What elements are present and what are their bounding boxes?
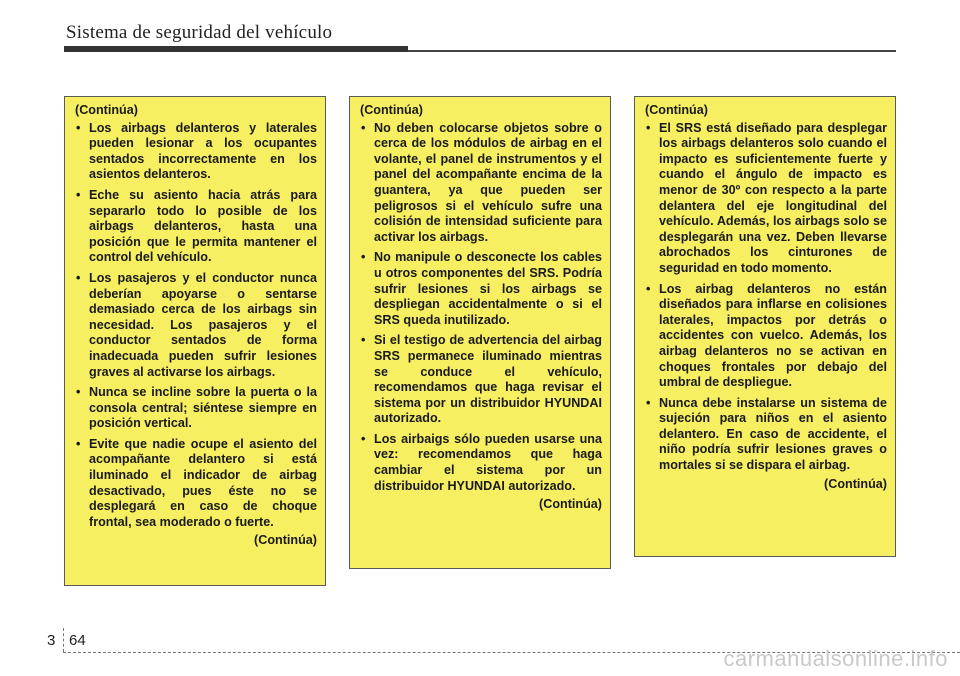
list-item: • Los airbaigs sólo pueden usarse una vez: recomendamos que haga cambiar el sistema por un distribuidor HYUNDAI autorizado. [360, 432, 602, 494]
list-item: • Los airbag delanteros no están diseñados para inflarse en colisiones laterales, impactos por detrás o accidentes con vuelco. Además, los airbag delanteros no se activan en choques frontales por debajo del umbral de despliegue. [645, 282, 887, 391]
header-rule-thin [408, 50, 896, 52]
continued-label: (Continúa) [254, 533, 317, 548]
list-item: • No manipule o desconecte los cables u otros componentes del SRS. Podría sufrir lesiones si los airbags se despliegan accidentalmente o si el SRS queda inutilizado. [360, 250, 602, 328]
warning-list [75, 121, 317, 531]
list-item: • Eche su asiento hacia atrás para separarlo todo lo posible de los airbags delanteros, hasta una posición que le permita mantener el control del vehículo. [75, 188, 317, 266]
list-item: • Los pasajeros y el conductor nunca deberían apoyarse o sentarse demasiado cerca de los airbags sin necesidad. Los pasajeros y el conductor sentados de forma inadecuada pueden sufrir lesiones graves al activarse los airbags. [75, 271, 317, 380]
warning-list [360, 121, 602, 495]
continued-label: (Continúa) [75, 103, 138, 117]
list-item: • Los airbags delanteros y laterales pueden lesionar a los ocupantes sentados incorrectamente en los asientos delanteros. [75, 121, 317, 183]
warning-list [645, 121, 887, 474]
page-number: 64 [69, 632, 86, 649]
warning-panel-2 [349, 96, 611, 569]
list-item: • El SRS está diseñado para desplegar los airbags delanteros solo cuando el impacto es suficientemente fuerte y cuando el ángulo de impacto es menor de 30º con respecto a la parte delantera del eje longitudinal del vehículo. Además, los airbags solo se desplegarán una vez. Deben llevarse abrochados los cinturones de seguridad en todo momento. [645, 121, 887, 277]
continued-label: (Continúa) [539, 497, 602, 512]
list-item: • Evite que nadie ocupe el asiento del acompañante delantero si está iluminado el indicador de airbag desactivado, pues éste no se desplegará en caso de choque frontal, sea moderado o fuerte. [75, 437, 317, 531]
page-title: Sistema de seguridad del vehículo [66, 22, 333, 43]
section-number: 3 [47, 632, 56, 649]
list-item: • Nunca debe instalarse un sistema de sujeción para niños en el asiento delantero. En caso de accidente, el niño podría sufrir lesiones graves o mortales si se dispara el airbag. [645, 396, 887, 474]
continued-label: (Continúa) [360, 103, 423, 117]
continued-label: (Continúa) [645, 103, 708, 117]
header-rule-thick [64, 46, 408, 52]
footer-separator [63, 628, 64, 652]
continued-label: (Continúa) [824, 476, 887, 491]
list-item: • Nunca se incline sobre la puerta o la consola central; siéntese siempre en posición vertical. [75, 385, 317, 432]
list-item: • Si el testigo de advertencia del airbag SRS permanece iluminado mientras se conduce el vehículo, recomendamos que haga revisar el sistema por un distribuidor HYUNDAI autorizado. [360, 333, 602, 427]
warning-panel-3 [634, 96, 896, 557]
list-item: • No deben colocarse objetos sobre o cerca de los módulos de airbag en el volante, el panel de instrumentos y el panel del acompañante encima de la guantera, ya que pueden ser peligrosos si el vehículo sufre una colisión de intensidad suficiente para activar los airbags. [360, 121, 602, 246]
warning-panel-1 [64, 96, 326, 586]
watermark: carmanualsonline.info [723, 646, 948, 671]
